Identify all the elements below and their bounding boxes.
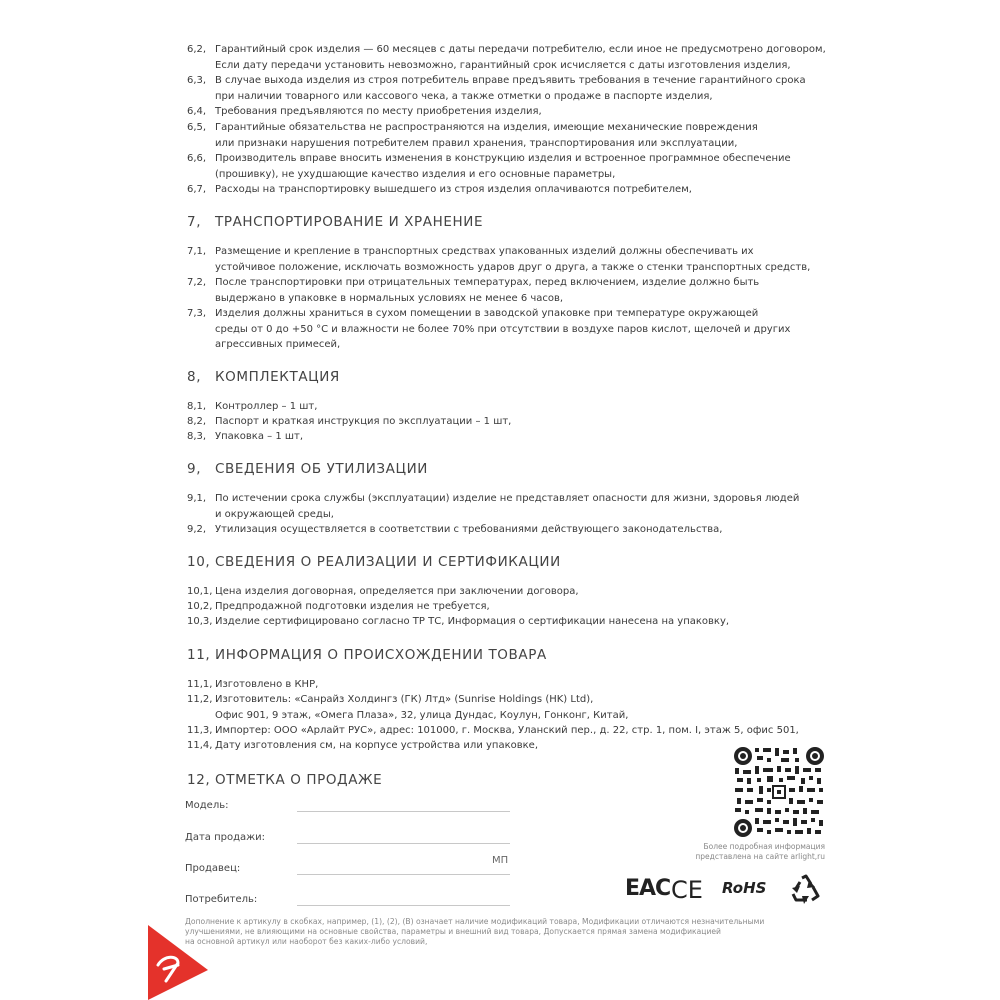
item-text: Дату изготовления см, на корпусе устройства или упаковке, <box>215 740 539 751</box>
item-number: 11,2, <box>187 694 213 705</box>
item-text: После транспортировки при отрицательных температурах, перед включением, изделие должно быть <box>215 277 760 288</box>
item-number: 6,5, <box>187 122 207 133</box>
section-title: ИНФОРМАЦИЯ О ПРОИСХОЖДЕНИИ ТОВАРА <box>215 647 547 663</box>
item-number: 6,6, <box>187 153 207 164</box>
item-text: при наличии товарного или кассового чека, а также отметки о продаже в паспорте изделия, <box>215 90 713 102</box>
item-text: Упаковка – 1 шт, <box>215 431 304 442</box>
section-number: 10, <box>187 554 211 570</box>
item-number: 11,4, <box>187 740 213 751</box>
item-text: выдержано в упаковке в нормальных условиях не менее 6 часов, <box>215 292 564 304</box>
item-text: агрессивных примесей, <box>215 339 341 350</box>
item-number: 8,3, <box>187 431 207 442</box>
item-text: По истечении срока службы (эксплуатации) изделие не представляет опасности для жизни, здоровья людей <box>215 493 800 504</box>
ce-mark-icon <box>671 876 716 904</box>
item-text: Паспорт и краткая инструкция по эксплуатации – 1 шт, <box>215 416 512 427</box>
item-number: 6,3, <box>187 75 207 86</box>
section-title: ОТМЕТКА О ПРОДАЖЕ <box>215 772 383 788</box>
qr-caption <box>660 842 825 862</box>
item-text: Производитель вправе вносить изменения в конструкцию изделия и встроенное программное обеспечение <box>215 153 791 164</box>
item-number: 6,4, <box>187 106 207 117</box>
item-text: (прошивку), не ухудшающие качество изделия и его основные параметры, <box>215 168 616 180</box>
footnote-line: улучшениями, не влияющими на основные свойства, параметры и внешний вид товара, Допускается прямая замена модификацией <box>185 927 721 936</box>
eac-mark-icon <box>625 876 671 904</box>
item-number: 9,2, <box>187 524 207 535</box>
item-number: 10,2, <box>187 601 213 612</box>
section-number: 8, <box>187 369 202 385</box>
consumer-label: Потребитель: <box>185 894 258 905</box>
item-text: Изделие сертифицировано согласно ТР ТС, Информация о сертификации нанесена на упаковку, <box>215 616 730 627</box>
item-text: Требования предъявляются по месту приобретения изделия, <box>215 106 542 117</box>
section-number: 9, <box>187 461 202 477</box>
item-text: или признаки нарушения потребителем правил хранения, транспортирования или эксплуатации, <box>215 137 738 149</box>
footnote-line: на основной артикул или наоборот без каких-либо условий, <box>185 937 428 946</box>
eac-mark-text: EAC <box>625 876 671 901</box>
item-text: Гарантийный срок изделия — 60 месяцев с даты передачи потребителю, если иное не предусмотрено договором, <box>215 44 826 55</box>
consumer-field[interactable] <box>297 905 510 906</box>
stamp-label: МП <box>492 855 509 866</box>
model-field[interactable] <box>297 811 510 812</box>
item-number: 11,1, <box>187 679 213 690</box>
section-title: ТРАНСПОРТИРОВАНИЕ И ХРАНЕНИЕ <box>215 214 484 230</box>
section-title: СВЕДЕНИЯ О РЕАЛИЗАЦИИ И СЕРТИФИКАЦИИ <box>215 554 561 570</box>
rohs-mark-text: RoHS <box>722 879 767 897</box>
ce-mark-text: CE <box>671 876 703 904</box>
item-text: Размещение и крепление в транспортных средствах упакованных изделий должны обеспечивать их <box>215 246 754 257</box>
item-number: 10,1, <box>187 586 213 597</box>
sale-date-label: Дата продажи: <box>185 832 265 843</box>
qr-caption-line: Более подробная информация <box>703 842 825 851</box>
item-text: Гарантийные обязательства не распространяются на изделия, имеющие механические повреждения <box>215 122 758 133</box>
item-text: Контроллер – 1 шт, <box>215 401 318 412</box>
item-number: 9,1, <box>187 493 207 504</box>
qr-caption-line: представлена на сайте arlight,ru <box>695 852 825 861</box>
section-number: 12, <box>187 772 211 788</box>
qr-code-icon[interactable] <box>733 746 825 838</box>
item-number: 8,1, <box>187 401 207 412</box>
item-number: 6,7, <box>187 184 207 195</box>
section-10-heading <box>187 554 687 572</box>
seller-field[interactable] <box>297 874 510 875</box>
item-text: устойчивое положение, исключать возможность ударов друг о друга, а также о стенки транспортных средств, <box>215 261 811 273</box>
item-text: Предпродажной подготовки изделия не требуется, <box>215 601 490 612</box>
section-11-heading <box>187 647 687 665</box>
item-number: 10,3, <box>187 616 213 627</box>
item-number: 7,2, <box>187 277 207 288</box>
item-text: и окружающей среды, <box>215 508 334 520</box>
item-number: 6,2, <box>187 44 207 55</box>
item-text: Цена изделия договорная, определяется при заключении договора, <box>215 586 579 597</box>
footnote-line: Дополнение к артикулу в скобках, например, (1), (2), (B) означает наличие модификаций товара, Модификации отличаются незначительными <box>185 917 765 926</box>
item-text: Импортер: ООО «Арлайт РУС», адрес: 101000, г. Москва, Уланский пер., д. 22, стр. 1, пом. I, этаж 5, офис 501, <box>215 725 799 736</box>
section-8-heading <box>187 369 687 387</box>
item-text: Изделия должны храниться в сухом помещении в заводской упаковке при температуре окружающей <box>215 308 759 319</box>
section-12-heading <box>187 772 587 790</box>
sale-date-field[interactable] <box>297 843 510 844</box>
seller-label: Продавец: <box>185 863 241 874</box>
item-text: Изготовитель: «Санрайз Холдингз (ГК) Лтд» (Sunrise Holdings (HK) Ltd), <box>215 694 594 705</box>
section-7-heading <box>187 214 687 232</box>
section-number: 7, <box>187 214 202 230</box>
item-text: Если дату передачи установить невозможно, гарантийный срок исчисляется с даты изготовления изделия, <box>215 59 791 71</box>
item-text: среды от 0 до +50 °С и влажности не более 70% при отсутствии в воздухе паров кислот, щелочей и других <box>215 323 791 335</box>
section-title: СВЕДЕНИЯ ОБ УТИЛИЗАЦИИ <box>215 461 428 477</box>
item-number: 8,2, <box>187 416 207 427</box>
item-number: 7,3, <box>187 308 207 319</box>
rohs-mark-icon <box>722 878 782 906</box>
footnote <box>185 917 825 947</box>
item-number: 7,1, <box>187 246 207 257</box>
item-number: 11,3, <box>187 725 213 736</box>
section-number: 11, <box>187 647 211 663</box>
item-text: В случае выхода изделия из строя потребитель вправе предъявить требования в течение гарантийного срока <box>215 75 806 86</box>
section-9-heading <box>187 461 687 479</box>
section-title: КОМПЛЕКТАЦИЯ <box>215 369 340 385</box>
item-text: Утилизация осуществляется в соответствии с требованиями действующего законодательства, <box>215 524 723 535</box>
brand-corner-logo-icon <box>148 925 208 1000</box>
item-text: Офис 901, 9 этаж, «Омега Плаза», 32, улица Дундас, Коулун, Гонконг, Китай, <box>215 709 629 721</box>
model-label: Модель: <box>185 800 229 811</box>
item-text: Изготовлено в КНР, <box>215 679 319 690</box>
item-text: Расходы на транспортировку вышедшего из строя изделия оплачиваются потребителем, <box>215 184 692 195</box>
recycle-icon <box>790 874 822 904</box>
